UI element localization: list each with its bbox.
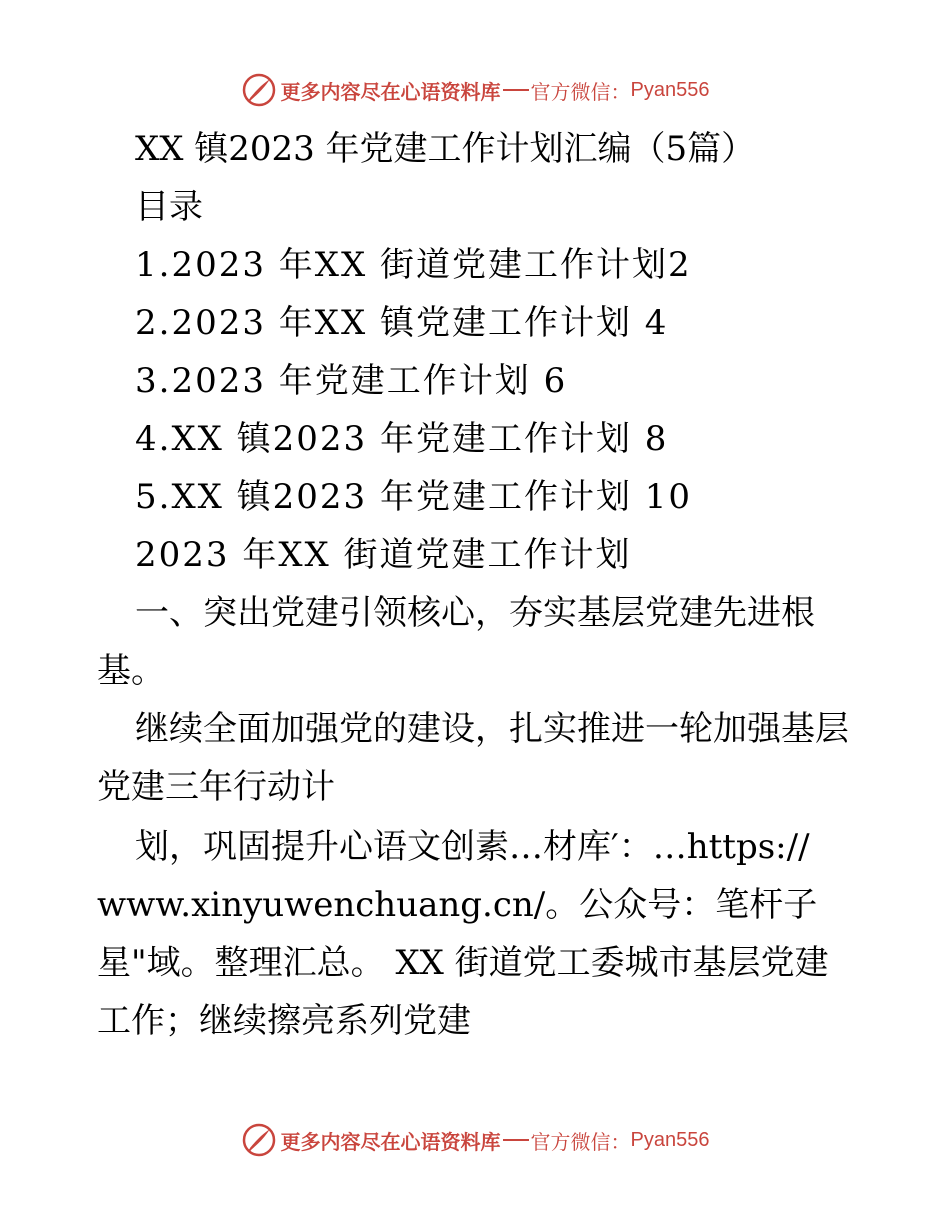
body-line: 星"域。整理汇总。 XX 街道党工委城市基层党建 xyxy=(97,943,829,983)
quill-pen-logo-icon xyxy=(241,72,277,108)
watermark-footer xyxy=(0,1120,950,1160)
toc-heading: 目录 xyxy=(135,187,203,227)
body-line: www.xinyuwenchuang.cn/。公众号：笔杆子 xyxy=(97,885,818,925)
body-line: 基。 xyxy=(97,651,165,691)
header-slogan: 更多内容尽在心语资料库 xyxy=(280,79,501,104)
section-title: 2023 年XX 街道党建工作计划 xyxy=(135,535,632,575)
header-dash xyxy=(503,89,529,91)
body-line: 党建三年行动计 xyxy=(97,767,335,807)
body-line: 划，巩固提升心语文创素…材库′：…https:// xyxy=(135,827,810,867)
footer-wechat-label: 官方微信： xyxy=(530,1129,631,1154)
watermark-header xyxy=(0,70,950,110)
footer-slogan: 更多内容尽在心语资料库 xyxy=(280,1129,501,1154)
toc-item: 3.2023 年党建工作计划 6 xyxy=(135,361,568,401)
toc-item: 4.XX 镇2023 年党建工作计划 8 xyxy=(135,419,669,459)
body-line: 一、突出党建引领核心，夯实基层党建先进根 xyxy=(135,593,815,633)
quill-pen-logo-icon xyxy=(241,1122,277,1158)
toc-item: 1.2023 年XX 街道党建工作计划2 xyxy=(135,245,692,285)
footer-wechat-id: Pyan556 xyxy=(630,1128,710,1151)
body-line: 工作；继续擦亮系列党建 xyxy=(97,1001,471,1041)
toc-item: 5.XX 镇2023 年党建工作计划 10 xyxy=(135,477,693,517)
header-wechat-label: 官方微信： xyxy=(530,79,631,104)
body-line: 继续全面加强党的建设，扎实推进一轮加强基层 xyxy=(135,709,849,749)
document-title: XX 镇2023 年党建工作计划汇编（5篇） xyxy=(135,129,756,169)
header-wechat-id: Pyan556 xyxy=(630,78,710,101)
toc-item: 2.2023 年XX 镇党建工作计划 4 xyxy=(135,303,669,343)
footer-dash xyxy=(503,1139,529,1141)
